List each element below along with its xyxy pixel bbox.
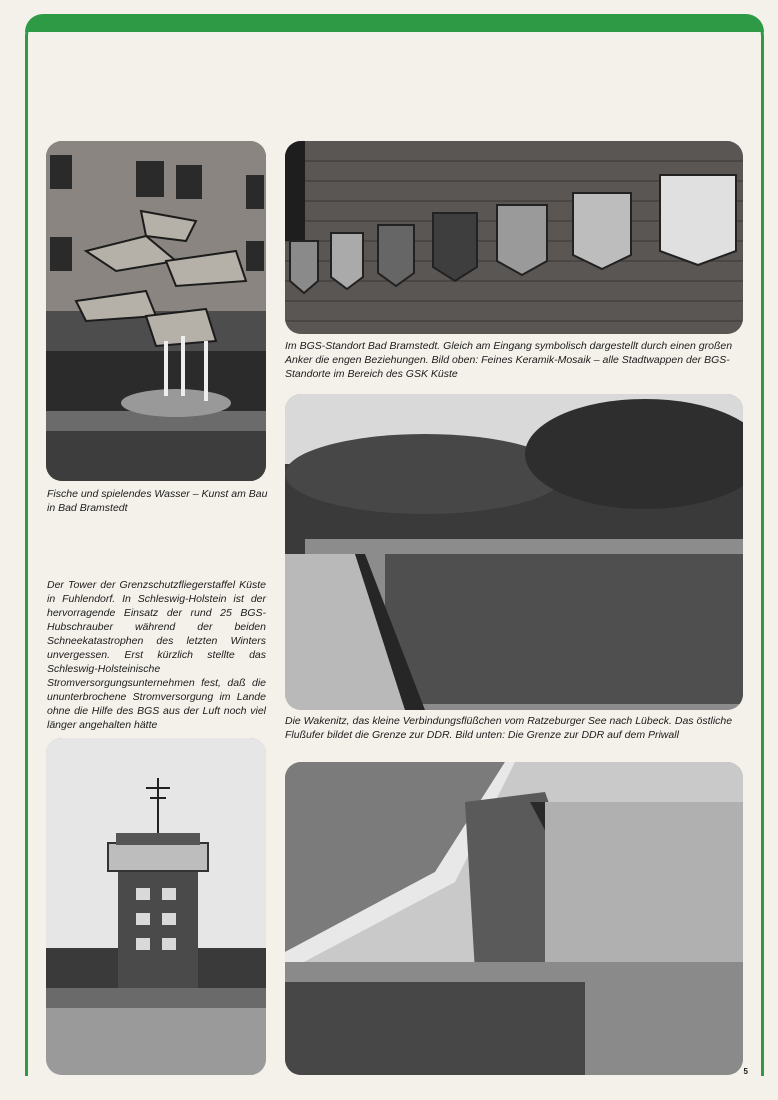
river-photo	[285, 394, 743, 710]
fountain-photo	[46, 141, 266, 481]
wall-caption: Im BGS-Standort Bad Bramstedt. Gleich am Eingang symbolisch dargestellt durch einen großen Anker die engen Beziehungen. Bild oben: Feines Keramik-Mosaik – alle Stadtwappen der BGS-Standorte im Bereich des GSK Küste	[285, 340, 733, 380]
fountain-caption: Fische und spielendes Wasser – Kunst am Bau in Bad Bramstedt	[47, 488, 268, 514]
tower-caption: Der Tower der Grenzschutzfliegerstaffel Küste in Fuhlendorf. In Schleswig-Holstein ist der hervorragende Einsatz der rund 25 BGS-Hubschrauber während der beiden Schneekatastrophen des letzten Winters unvergessen. Erst kürzlich stellte das Schleswig-Holsteinische Stromversorgungsunternehmen fest, daß die ununterbrochene Stromversorgung im Lande ohne die Hilfe des BGS aus der Luft noch viel länger angehalten hätte	[47, 579, 266, 731]
river-caption: Die Wakenitz, das kleine Verbindungsflüßchen vom Ratzeburger See nach Lübeck. Das östliche Flußufer bildet die Grenze zur DDR. Bild unten: Die Grenze zur DDR auf dem Priwall	[285, 715, 733, 741]
tower-photo	[46, 738, 266, 1075]
border-photo	[285, 762, 743, 1075]
page-number: 5	[743, 1067, 748, 1076]
coats-of-arms-photo	[285, 141, 743, 334]
